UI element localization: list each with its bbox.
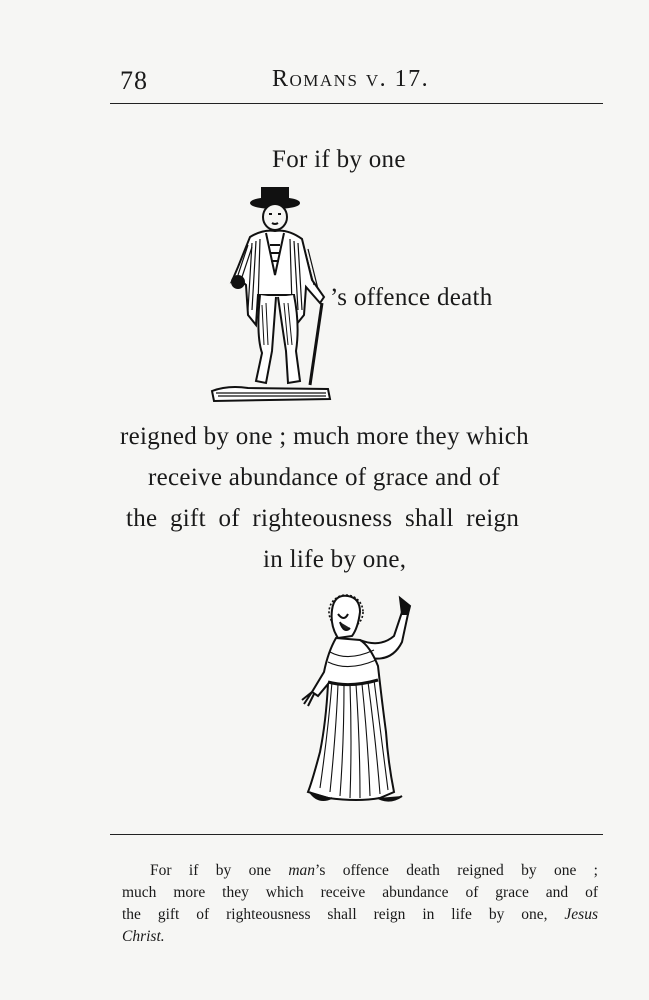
footnote-line-4 <box>122 926 598 948</box>
footnote-italic: Christ. <box>122 928 165 945</box>
verse-line-3: reigned by one ; much more they which <box>120 423 529 450</box>
footnote-italic: man <box>288 862 316 879</box>
man-woodcut-icon <box>208 185 333 410</box>
footnote-line-3 <box>122 904 598 926</box>
footnote <box>122 860 598 948</box>
jesus-woodcut-icon <box>298 592 418 807</box>
verse-line-2: ’s offence death <box>330 284 493 311</box>
footnote-italic: Jesus <box>564 906 598 923</box>
page-number: 78 <box>120 66 148 95</box>
footnote-line-1 <box>122 860 598 882</box>
footnote-text: For if by one <box>150 862 289 879</box>
footnote-text: the gift of righteousness shall reign in life by one, <box>122 906 565 923</box>
verse-line-4: receive abundance of grace and of <box>148 464 501 491</box>
running-head: Romans v. 17. <box>272 66 430 92</box>
footnote-text: ’s offence death reigned by one ; <box>315 862 598 879</box>
footnote-rule <box>110 834 603 835</box>
verse-line-5: the gift of righteousness shall reign <box>126 505 520 532</box>
verse-line-6: in life by one, <box>263 546 407 573</box>
footnote-line-2: much more they which receive abundance of grace and of <box>122 884 598 901</box>
verse-line-1: For if by one <box>272 146 406 173</box>
header-rule <box>110 103 603 104</box>
